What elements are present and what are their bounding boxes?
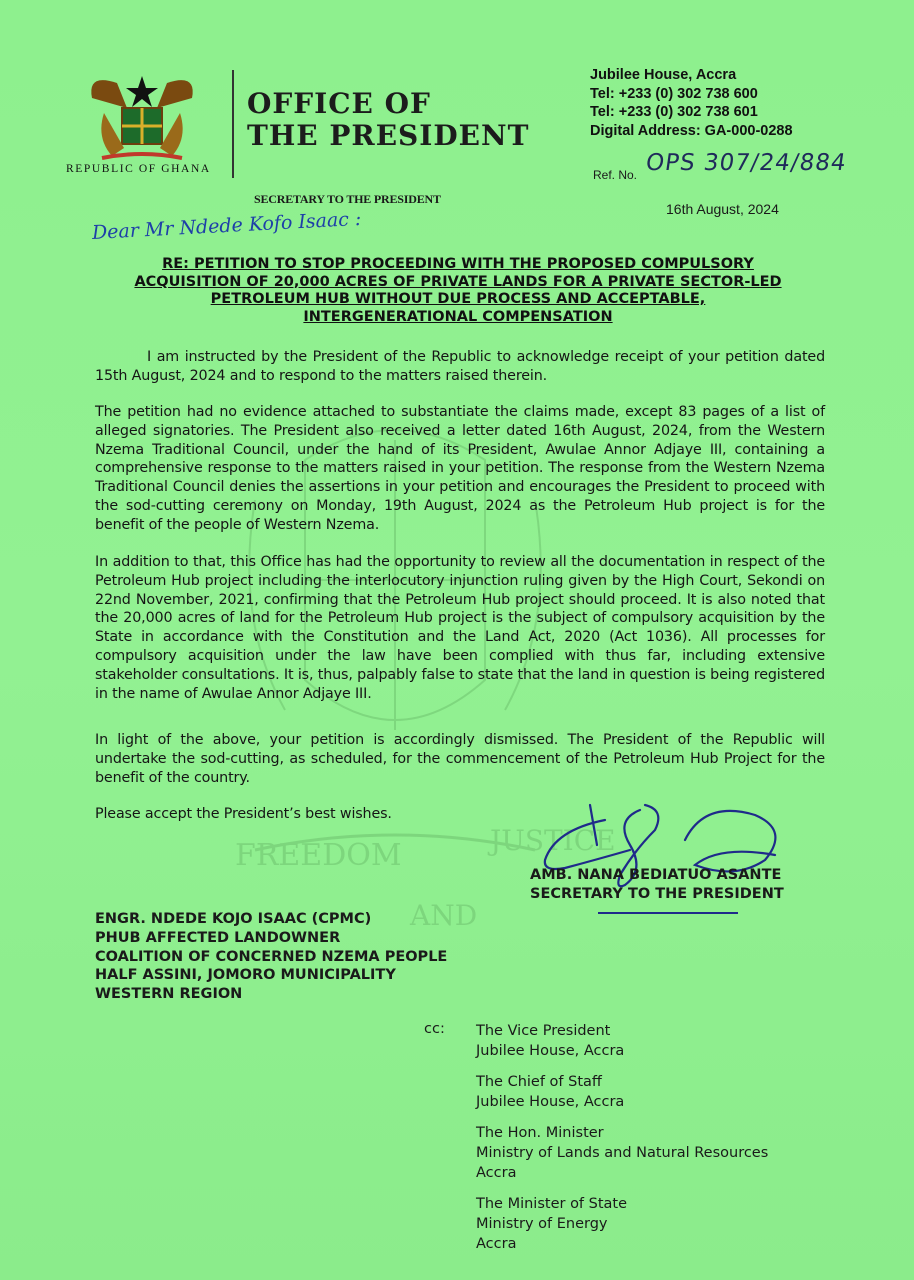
ref-label: Ref. No.	[593, 168, 638, 182]
secretary-heading: SECRETARY TO THE PRESIDENT	[254, 192, 441, 206]
addressee-line: ENGR. NDEDE KOJO ISAAC (CPMC)	[95, 911, 372, 927]
cc-line: The Minister of State	[476, 1195, 628, 1212]
body-paragraph-3: In addition to that, this Office has had the opportunity to review all the documentation in respect of the Petroleum Hub project including the interlocutory injunction ruling given by the High Court, Sekondi on 22nd November, 2021, confirming that the Petroleum Hub project should proceed. It is also noted that the 20,000 acres of land for the Petroleum Hub project is the subject of compulsory acquisition by the State in accordance with the Constitution and the Land Act, 2020 (Act 1036). All processes for compulsory acquisition under the law have been complied with thus far, including extensive stakeholder consultations. It is, thus, palpably false to state that the land in question is being registered in the name of Awulae Annor Adjaye III.	[95, 554, 825, 702]
cc-line: Accra	[476, 1236, 517, 1253]
cc-label: cc:	[424, 1021, 445, 1037]
cc-recipient	[476, 1194, 768, 1255]
letter-date: 16th August, 2024	[666, 201, 779, 217]
addressee-line: HALF ASSINI, JOMORO MUNICIPALITY	[95, 967, 396, 984]
contact-address: Jubilee House, Accra	[590, 67, 737, 83]
signer-name: AMB. NANA BEDIATUO ASANTE	[530, 867, 782, 883]
cc-line: The Vice President	[476, 1023, 611, 1039]
body-paragraph-2: The petition had no evidence attached to substantiate the claims made, except 83 pages of a list of alleged signatories. The President also received a letter dated 16th August, 2024, from the Western Nzema Traditional Council, under the hand of its President, Awulae Annor Adjaye III, containing a comprehensive response to the matters raised in your petition. The response from the Western Nzema Traditional Council denies the assertions in your petition and encourages the President to proceed with the sod-cutting ceremony on Monday, 19th August, 2024 as the Petroleum Hub project is for the benefit of the people of Western Nzema.	[95, 404, 825, 533]
office-title-line1: OFFICE OF	[247, 87, 431, 120]
contact-digital-address: Digital Address: GA-000-0288	[590, 122, 793, 139]
signature-underline	[598, 912, 738, 920]
ghana-coat-of-arms	[82, 68, 202, 164]
cc-line: Ministry of Lands and Natural Resources	[476, 1145, 769, 1162]
addressee-line: WESTERN REGION	[95, 986, 243, 1003]
subject-line: ACQUISITION OF 20,000 ACRES OF PRIVATE LANDS FOR A PRIVATE SECTOR-LED	[134, 273, 782, 290]
subject-line: PETROLEUM HUB WITHOUT DUE PROCESS AND ACCEPTABLE,	[210, 291, 706, 307]
body-paragraph-1: I am instructed by the President of the Republic to acknowledge receipt of your petition dated 15th August, 2024 and to respond to the matters raised therein.	[95, 349, 825, 384]
signer-title: SECRETARY TO THE PRESIDENT	[530, 886, 784, 902]
subject-heading	[100, 256, 816, 326]
addressee-block	[95, 910, 447, 1004]
addressee-line: COALITION OF CONCERNED NZEMA PEOPLE	[95, 948, 448, 965]
closing-wishes: Please accept the President’s best wishes.	[95, 806, 392, 822]
office-title-line2: THE PRESIDENT	[247, 119, 530, 152]
cc-recipient	[476, 1123, 768, 1184]
motto-right: JUSTICE	[490, 824, 616, 857]
motto-mid: AND	[410, 899, 478, 932]
cc-line: Jubilee House, Accra	[476, 1043, 625, 1060]
office-title	[247, 88, 529, 152]
cc-recipient	[476, 1072, 768, 1112]
contact-block	[590, 66, 793, 140]
cc-recipient	[476, 1021, 768, 1061]
motto-left: FREEDOM	[235, 838, 402, 873]
signer-block	[530, 866, 784, 904]
addressee-line: PHUB AFFECTED LANDOWNER	[95, 929, 341, 946]
ref-number-handwritten: OPS 307/24/884	[644, 150, 849, 176]
subject-line: INTERGENERATIONAL COMPENSATION	[303, 308, 613, 325]
header-divider	[232, 70, 234, 178]
contact-tel2: Tel: +233 (0) 302 738 601	[590, 104, 758, 120]
body-paragraph-4: In light of the above, your petition is accordingly dismissed. The President of the Republic will undertake the sod-cutting, as scheduled, for the commencement of the Petroleum Hub Project for the benefit of the country.	[95, 732, 825, 786]
cc-line: The Chief of Staff	[476, 1073, 602, 1090]
contact-tel1: Tel: +233 (0) 302 738 600	[590, 85, 758, 102]
salutation-handwritten: Dear Mr Ndede Kofo Isaac :	[91, 207, 362, 244]
republic-label: REPUBLIC OF GHANA	[66, 163, 211, 175]
cc-list	[476, 1021, 768, 1265]
cc-line: The Hon. Minister	[476, 1124, 604, 1141]
cc-line: Accra	[476, 1165, 517, 1182]
subject-line: RE: PETITION TO STOP PROCEEDING WITH THE PROPOSED COMPULSORY	[162, 256, 754, 272]
cc-line: Ministry of Energy	[476, 1216, 608, 1233]
cc-line: Jubilee House, Accra	[476, 1094, 625, 1111]
